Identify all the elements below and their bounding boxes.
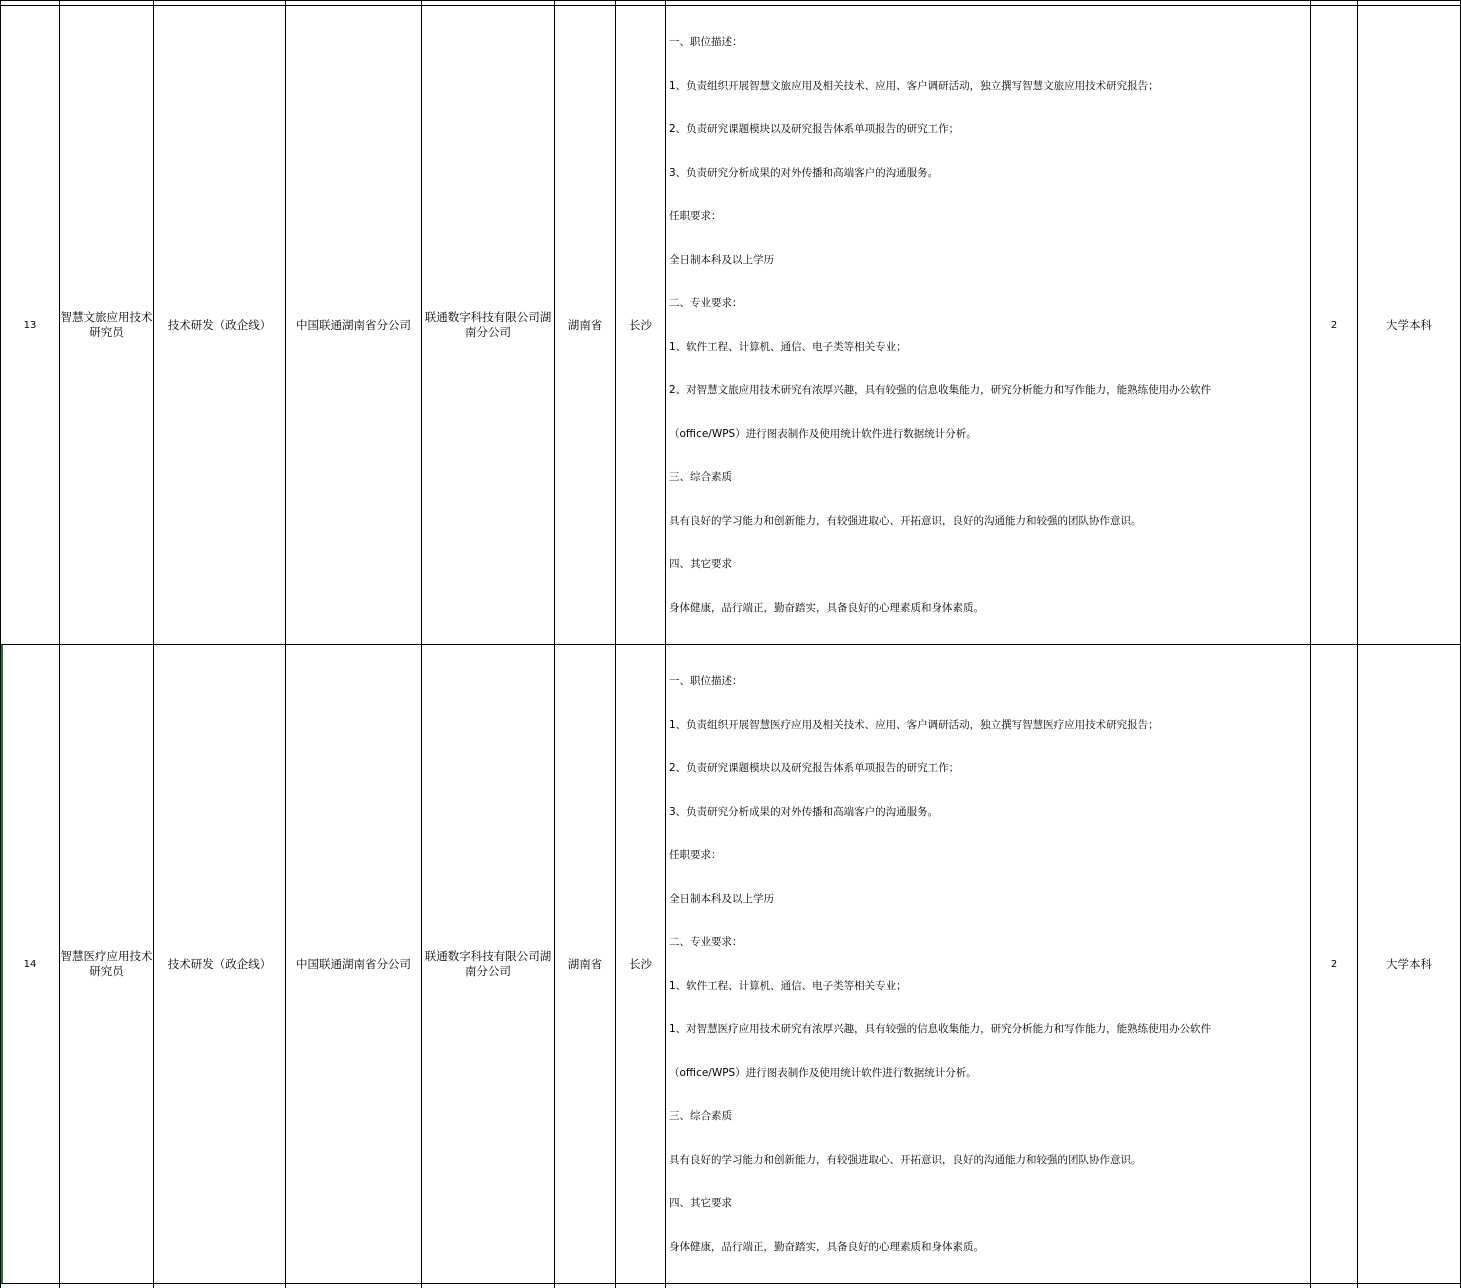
description-line: 具有良好的学习能力和创新能力，有较强进取心、开拓意识，良好的沟通能力和较强的团队协作意识。	[669, 1153, 1310, 1168]
description-line: 1、负责组织开展智慧医疗应用及相关技术、应用、客户调研活动，独立撰写智慧医疗应用技术研究报告；	[669, 718, 1310, 733]
cell-index[interactable]: 14	[1, 645, 60, 1284]
description-line: 全日制本科及以上学历	[669, 253, 1310, 268]
cell-education[interactable]: 大学本科	[1358, 645, 1461, 1284]
description-line: 任职要求：	[669, 848, 1310, 863]
cell-company[interactable]: 联通数字科技有限公司湖南分公司	[422, 645, 555, 1284]
description-line: 身体健康，品行端正，勤奋踏实，具备良好的心理素质和身体素质。	[669, 1240, 1310, 1255]
table-row	[1, 645, 1461, 1284]
description-line: （office/WPS）进行图表制作及使用统计软件进行数据统计分析。	[669, 427, 1310, 442]
description-line: 二、专业要求：	[669, 935, 1310, 950]
description-line: 一、职位描述：	[669, 674, 1310, 689]
description-line: 三、综合素质	[669, 1109, 1310, 1124]
next-row-edge	[1, 1284, 1461, 1288]
description-line: 3、负责研究分析成果的对外传播和高端客户的沟通服务。	[669, 166, 1310, 181]
cell-count[interactable]: 2	[1311, 645, 1358, 1284]
description-line: 四、其它要求	[669, 1196, 1310, 1211]
cell-index[interactable]: 13	[1, 6, 60, 645]
cell-org[interactable]: 中国联通湖南省分公司	[286, 6, 422, 645]
cell-province[interactable]: 湖南省	[555, 6, 616, 645]
cell-description[interactable]	[666, 6, 1311, 645]
description-line: 二、专业要求：	[669, 296, 1310, 311]
description-line: 1、软件工程、计算机、通信、电子类等相关专业；	[669, 979, 1310, 994]
description-line: 三、综合素质	[669, 470, 1310, 485]
cell-category[interactable]: 技术研发（政企线）	[154, 6, 286, 645]
cell-count[interactable]: 2	[1311, 6, 1358, 645]
description-line: 2、负责研究课题模块以及研究报告体系单项报告的研究工作；	[669, 761, 1310, 776]
description-line: 1、对智慧医疗应用技术研究有浓厚兴趣，具有较强的信息收集能力，研究分析能力和写作能力，能熟练使用办公软件	[669, 1022, 1310, 1037]
cell-company[interactable]: 联通数字科技有限公司湖南分公司	[422, 6, 555, 645]
cell-city[interactable]: 长沙	[616, 645, 666, 1284]
cell-city[interactable]: 长沙	[616, 6, 666, 645]
description-line: 任职要求：	[669, 209, 1310, 224]
cell-category[interactable]: 技术研发（政企线）	[154, 645, 286, 1284]
cell-org[interactable]: 中国联通湖南省分公司	[286, 645, 422, 1284]
description-line: 1、负责组织开展智慧文旅应用及相关技术、应用、客户调研活动，独立撰写智慧文旅应用技术研究报告；	[669, 79, 1310, 94]
description-line: 具有良好的学习能力和创新能力，有较强进取心、开拓意识，良好的沟通能力和较强的团队协作意识。	[669, 514, 1310, 529]
cell-position[interactable]: 智慧医疗应用技术研究员	[60, 645, 154, 1284]
table-row	[1, 6, 1461, 645]
cell-position[interactable]: 智慧文旅应用技术研究员	[60, 6, 154, 645]
cell-province[interactable]: 湖南省	[555, 645, 616, 1284]
description-line: 一、职位描述：	[669, 35, 1310, 50]
description-line: 2、对智慧文旅应用技术研究有浓厚兴趣，具有较强的信息收集能力，研究分析能力和写作能力，能熟练使用办公软件	[669, 383, 1310, 398]
description-line: 四、其它要求	[669, 557, 1310, 572]
cell-description[interactable]	[666, 645, 1311, 1284]
description-line: 全日制本科及以上学历	[669, 892, 1310, 907]
description-line: 2、负责研究课题模块以及研究报告体系单项报告的研究工作；	[669, 122, 1310, 137]
description-line: 3、负责研究分析成果的对外传播和高端客户的沟通服务。	[669, 805, 1310, 820]
description-line: 1、软件工程、计算机、通信、电子类等相关专业；	[669, 340, 1310, 355]
description-line: （office/WPS）进行图表制作及使用统计软件进行数据统计分析。	[669, 1066, 1310, 1081]
description-line: 身体健康，品行端正，勤奋踏实，具备良好的心理素质和身体素质。	[669, 601, 1310, 616]
cell-education[interactable]: 大学本科	[1358, 6, 1461, 645]
